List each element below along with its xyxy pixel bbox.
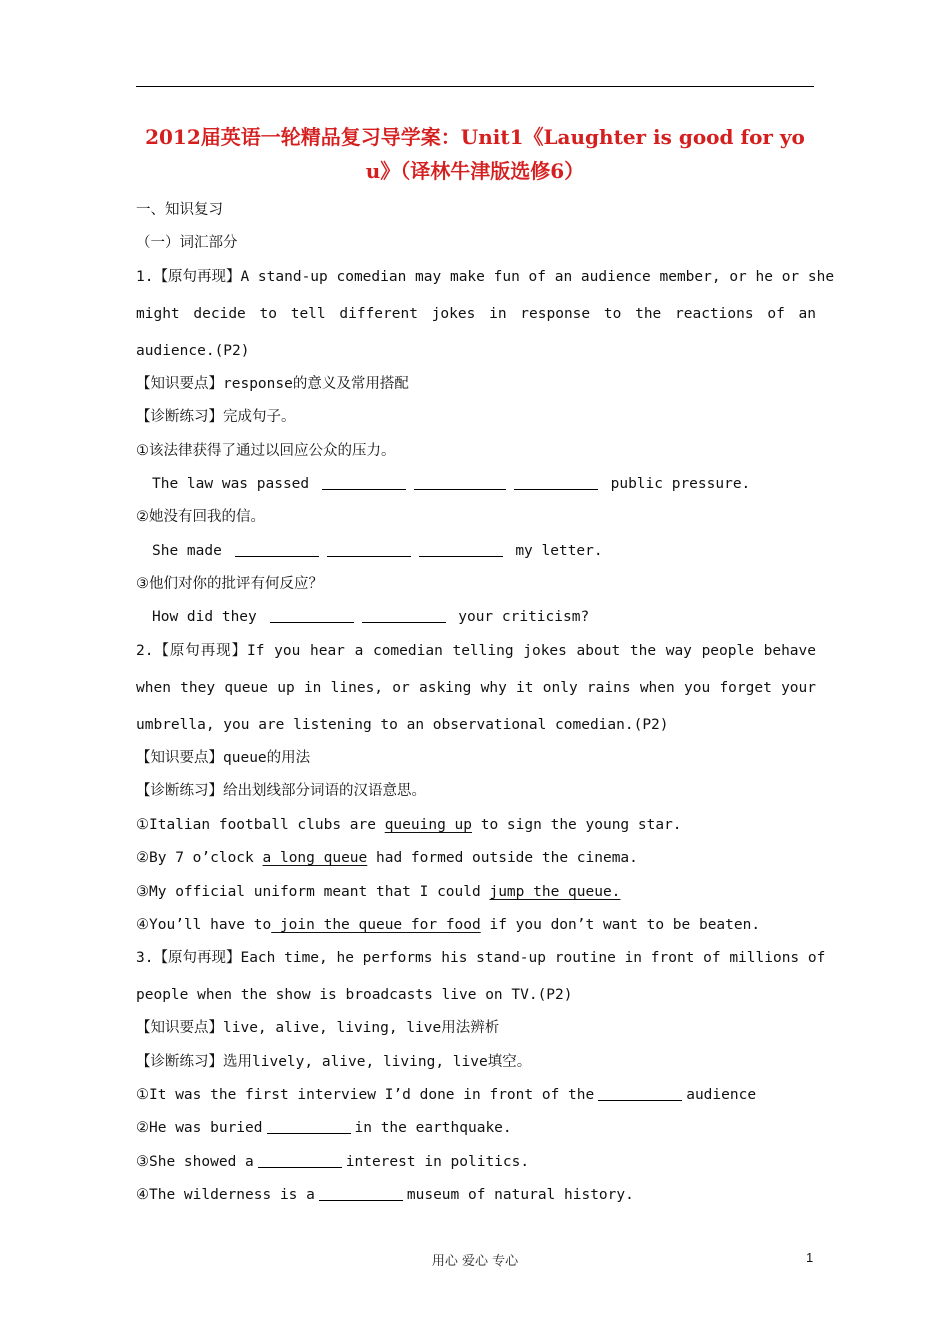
q1-item-3-chinese: ③他们对你的批评有何反应？ [136, 576, 323, 592]
q1-intro-line-3: audience.(P2) [136, 343, 250, 359]
page-footer: 用心 爱心 专心 [431, 1254, 519, 1269]
q1-intro-line-2: might decide to tell different jokes in response to the reactions of an [136, 306, 816, 322]
underlined-phrase: queuing up [384, 817, 473, 833]
answer-blank[interactable] [414, 475, 506, 490]
underlined-phrase: join the queue for food [271, 917, 481, 933]
answer-blank[interactable] [362, 608, 446, 623]
q1-item-2-chinese: ②她没有回我的信。 [136, 509, 265, 525]
q3-item-1: ①It was the first interview I’d done in front of the audience [136, 1087, 757, 1103]
subsection-heading: （一）词汇部分 [136, 235, 238, 251]
answer-blank[interactable] [327, 542, 411, 557]
q3-item-3: ③She showed a interest in politics. [136, 1154, 530, 1170]
q1-item-3-sentence: How did they your criticism? [152, 609, 590, 625]
q2-item-4: ④You’ll have to join the queue for food if you don’t want to be beaten. [136, 917, 761, 933]
page-number: 1 [806, 1250, 814, 1265]
q3-intro-line-2: people when the show is broadcasts live on TV.(P2) [136, 987, 573, 1003]
q3-item-2: ②He was buried in the earthquake. [136, 1120, 512, 1136]
q1-item-2-sentence: She made my letter. [152, 543, 603, 559]
q2-item-2: ②By 7 o’clock a long queue had formed outside the cinema. [136, 850, 638, 866]
q2-knowledge-point: 【知识要点】queue的用法 [136, 750, 311, 766]
q3-intro-line-1: 3.【原句再现】Each time, he performs his stand-up routine in front of millions of [136, 950, 826, 966]
q1-item-1-sentence: The law was passed public pressure. [152, 476, 751, 492]
q2-exercise-heading: 【诊断练习】给出划线部分词语的汉语意思。 [136, 783, 426, 799]
q1-exercise-heading: 【诊断练习】完成句子。 [136, 409, 296, 425]
answer-blank[interactable] [319, 1186, 403, 1201]
answer-blank[interactable] [267, 1119, 351, 1134]
q2-item-3: ③My official uniform meant that I could jump the queue. [136, 884, 621, 900]
q2-intro-line-3: umbrella, you are listening to an observational comedian.(P2) [136, 717, 669, 733]
answer-blank[interactable] [258, 1153, 342, 1168]
underlined-phrase: jump the queue. [489, 884, 621, 900]
answer-blank[interactable] [235, 542, 319, 557]
q3-item-4: ④The wilderness is a museum of natural history. [136, 1187, 634, 1203]
section-heading: 一、知识复习 [136, 202, 223, 218]
answer-blank[interactable] [598, 1086, 682, 1101]
answer-blank[interactable] [514, 475, 598, 490]
header-rule [136, 86, 814, 87]
q3-knowledge-point: 【知识要点】live, alive, living, live用法辨析 [136, 1020, 500, 1036]
answer-blank[interactable] [419, 542, 503, 557]
q2-intro-line-1: 2.【原句再现】If you hear a comedian telling jokes about the way people behave [136, 643, 816, 659]
q1-knowledge-point: 【知识要点】response的意义及常用搭配 [136, 376, 409, 392]
q3-exercise-heading: 【诊断练习】选用lively, alive, living, live填空。 [136, 1054, 532, 1070]
answer-blank[interactable] [270, 608, 354, 623]
q1-intro-line-1: 1.【原句再现】A stand-up comedian may make fun of an audience member, or he or she [136, 269, 835, 285]
q2-intro-line-2: when they queue up in lines, or asking why it only rains when you forget your [136, 680, 816, 696]
q2-item-1: ①Italian football clubs are queuing up to sign the young star. [136, 817, 682, 833]
q1-item-1-chinese: ①该法律获得了通过以回应公众的压力。 [136, 443, 396, 459]
underlined-phrase: a long queue [262, 850, 368, 866]
answer-blank[interactable] [322, 475, 406, 490]
document-title: 2012届英语一轮精品复习导学案：Unit1《Laughter is good for you》（译林牛津版选修6） [145, 125, 805, 183]
